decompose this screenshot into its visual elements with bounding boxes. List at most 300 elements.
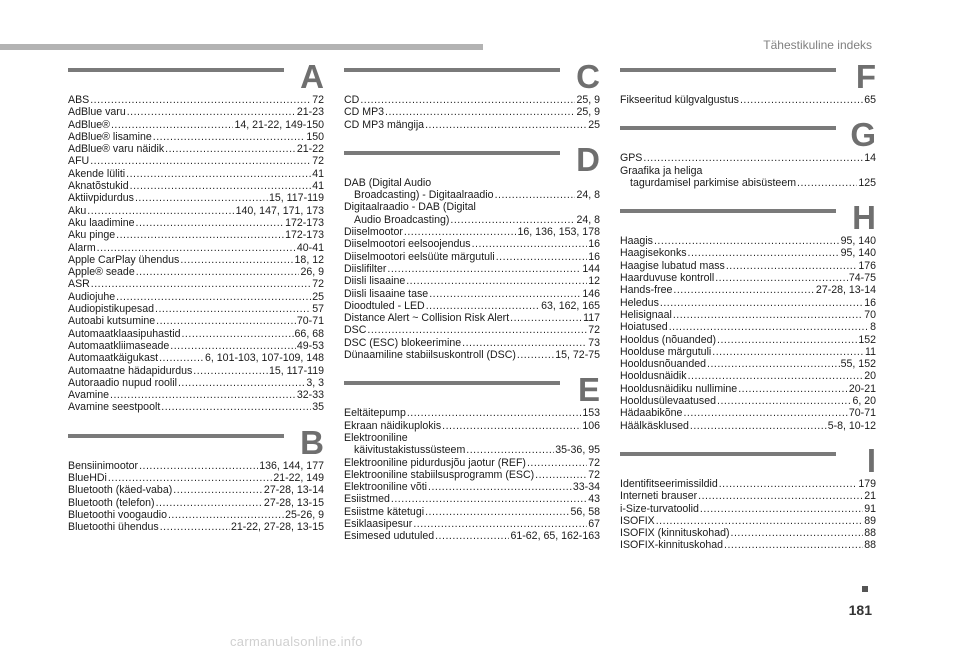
index-pages: 49-53 — [296, 339, 324, 352]
dot-leader — [135, 192, 268, 204]
watermark: carmanualsonline.info — [230, 634, 363, 649]
dot-leader — [466, 444, 554, 456]
dot-leader — [726, 260, 857, 272]
index-term: Elektrooniline stabiilsusprogramm (ESC) — [344, 468, 535, 481]
dot-leader — [700, 503, 863, 515]
index-term: Bluetoothi voogaudio — [68, 508, 167, 521]
index-pages: 21-22, 27-28, 13-15 — [230, 521, 324, 534]
dot-leader — [673, 309, 863, 321]
index-pages: 24, 8 — [576, 213, 600, 226]
dot-leader — [360, 94, 575, 106]
index-pages: 176 — [858, 259, 876, 272]
index-entry — [344, 493, 600, 505]
index-entry — [68, 509, 324, 521]
dot-leader — [126, 168, 311, 180]
index-entry — [620, 321, 876, 333]
index-pages: 153 — [582, 407, 600, 420]
index-term: DSC (ESC) blokeerimine — [344, 336, 462, 349]
index-entry — [68, 315, 324, 327]
index-term: Alarm — [68, 241, 96, 254]
dot-leader — [683, 407, 847, 419]
dot-leader — [407, 407, 581, 419]
dot-leader — [442, 420, 581, 432]
index-term: ABS — [68, 94, 90, 106]
dot-leader — [156, 315, 296, 327]
index-term: Hooldusnõuanded — [620, 358, 707, 371]
index-pages: 18, 12 — [294, 253, 324, 266]
index-term: CD MP3 mängija — [344, 118, 425, 131]
dot-leader — [111, 119, 234, 131]
section-header — [344, 58, 600, 95]
index-entry — [68, 328, 324, 340]
index-entry — [68, 278, 324, 290]
index-term: i-Size-turvatoolid — [620, 502, 699, 515]
index-entry — [68, 521, 324, 533]
index-pages: 15, 72-75 — [555, 349, 600, 362]
index-term: Heledus — [620, 296, 659, 309]
index-term: Hooldusnäidiku nullimine — [620, 382, 738, 395]
index-entry-line: Graafika ja heliga — [620, 164, 703, 177]
index-entry — [620, 503, 876, 515]
dot-leader — [654, 235, 840, 247]
section-rule — [68, 434, 284, 438]
index-entry — [344, 457, 600, 469]
index-term: Autoabi kutsumine — [68, 315, 156, 328]
section-rule — [68, 68, 284, 72]
index-term: Audiopistikupesad — [68, 303, 154, 316]
dot-leader — [413, 518, 587, 530]
index-entry — [620, 235, 876, 247]
index-entry — [620, 358, 876, 370]
dot-leader — [719, 478, 858, 490]
index-term: Automaatkäigukast — [68, 352, 159, 365]
index-pages: 72 — [312, 94, 324, 106]
index-pages: 55, 152 — [840, 358, 876, 371]
index-entry — [344, 263, 600, 275]
dot-leader — [688, 370, 864, 382]
index-term: Hoiatused — [620, 321, 668, 334]
dot-leader — [425, 506, 569, 518]
index-entry — [344, 444, 600, 456]
dot-leader — [472, 238, 588, 250]
index-term: Identifitseerimissildid — [620, 477, 718, 490]
index-term: Helisignaal — [620, 308, 672, 321]
dot-leader — [673, 284, 815, 296]
index-pages: 74-75 — [848, 272, 876, 285]
index-entry — [620, 297, 876, 309]
dot-leader — [159, 352, 204, 364]
index-pages: 15, 117-119 — [269, 364, 324, 377]
index-term: tagurdamisel parkimise abisüsteem — [630, 176, 797, 189]
index-pages: 70-71 — [296, 315, 324, 328]
index-pages: 88 — [864, 539, 876, 552]
index-term: Interneti brauser — [620, 490, 698, 503]
index-pages: 179 — [858, 477, 876, 490]
dot-leader — [740, 94, 863, 106]
index-term: ASR — [68, 278, 90, 291]
index-entry — [68, 303, 324, 315]
index-term: Esiistme kätetugi — [344, 505, 425, 518]
index-term: CD MP3 — [344, 106, 385, 119]
dot-leader — [168, 509, 284, 521]
index-entry — [68, 94, 324, 106]
index-entry — [68, 389, 324, 401]
index-term: DSC — [344, 324, 367, 337]
index-term: Diiselmootori eelsüüte märgutuli — [344, 250, 495, 263]
index-pages: 117 — [583, 312, 600, 325]
index-entry-line: DAB (Digital Audio — [344, 176, 432, 189]
index-entry — [68, 192, 324, 204]
dot-leader — [688, 247, 840, 259]
index-term: Elektrooniline võti — [344, 481, 428, 494]
index-pages: 95, 140 — [840, 235, 876, 248]
section-gap — [68, 414, 324, 430]
section-letter: I — [866, 441, 876, 479]
index-entry — [68, 143, 324, 155]
index-term: Hooldus (nõuanded) — [620, 333, 717, 346]
index-term: Diiselmootori eelsoojendus — [344, 238, 471, 251]
index-entry — [68, 460, 324, 472]
index-pages: 8 — [870, 321, 876, 334]
index-term: AdBlue® lisamine — [68, 130, 152, 143]
index-pages: 24, 8 — [576, 189, 600, 202]
index-entry — [68, 155, 324, 167]
index-entry — [620, 490, 876, 502]
index-pages: 16, 136, 153, 178 — [517, 226, 600, 239]
section-header — [620, 58, 876, 95]
index-entry — [620, 247, 876, 259]
index-entry — [344, 275, 600, 287]
index-entry — [620, 152, 876, 164]
index-pages: 136, 144, 177 — [259, 459, 324, 472]
index-pages: 27-28, 13-14 — [815, 284, 876, 297]
index-term: Häälkäsklused — [620, 419, 689, 432]
index-pages: 150 — [306, 130, 324, 143]
index-entry — [620, 407, 876, 419]
index-pages: 91 — [864, 502, 876, 515]
index-pages: 72 — [312, 278, 324, 291]
index-entry — [620, 177, 876, 189]
index-pages: 88 — [864, 527, 876, 540]
index-entry — [620, 370, 876, 382]
index-pages: 5-8, 10-12 — [827, 419, 876, 432]
dot-leader — [160, 521, 230, 533]
index-entry — [68, 266, 324, 278]
index-entry — [344, 337, 600, 349]
dot-leader — [367, 324, 587, 336]
index-entry — [620, 94, 876, 106]
index-term: Bensiinimootor — [68, 459, 139, 472]
dot-leader — [391, 493, 587, 505]
index-entry — [620, 309, 876, 321]
index-pages: 152 — [858, 333, 876, 346]
index-entry — [68, 229, 324, 241]
index-entry — [68, 119, 324, 131]
section-header — [68, 423, 324, 461]
index-term: AdBlue® — [68, 118, 110, 131]
index-term: AFU — [68, 155, 90, 168]
index-entry — [344, 420, 600, 432]
index-term: Apple® seade — [68, 266, 135, 279]
dot-leader — [116, 229, 284, 241]
dot-leader — [156, 497, 263, 509]
page-number: 181 — [848, 602, 872, 618]
dot-leader — [116, 291, 311, 303]
section-gap — [344, 131, 600, 147]
dot-leader — [155, 303, 311, 315]
index-entry — [620, 383, 876, 395]
index-pages: 21-22, 149 — [273, 472, 324, 485]
index-pages: 16 — [864, 296, 876, 309]
index-pages: 21-23 — [296, 106, 324, 119]
index-entry — [344, 481, 600, 493]
section-gap — [620, 106, 876, 122]
index-pages: 16 — [588, 250, 600, 263]
index-entry — [68, 254, 324, 266]
section-gap — [344, 361, 600, 377]
dot-leader — [510, 312, 582, 324]
dot-leader — [715, 272, 848, 284]
index-pages: 67 — [588, 518, 600, 531]
section-rule — [344, 68, 560, 72]
index-entry — [344, 324, 600, 336]
index-pages: 72 — [588, 468, 600, 481]
index-pages: 32-33 — [296, 389, 324, 402]
index-pages: 26, 9 — [300, 266, 324, 279]
index-pages: 27-28, 13-15 — [263, 496, 324, 509]
index-term: Ekraan näidikuplokis — [344, 419, 442, 432]
index-term: Hoolduse märgutuli — [620, 345, 712, 358]
index-term: Diisli lisaaine tase — [344, 287, 429, 300]
index-term: Haarduvuse kontroll — [620, 272, 715, 285]
dot-leader — [527, 457, 587, 469]
index-entry — [344, 349, 600, 361]
index-entry — [344, 407, 600, 419]
index-term: Haagis — [620, 235, 653, 248]
dot-leader — [428, 481, 572, 493]
dot-leader — [90, 155, 311, 167]
index-entry — [68, 484, 324, 496]
dot-leader — [517, 349, 554, 361]
index-term: Apple CarPlay ühendus — [68, 253, 180, 266]
index-pages: 172-173 — [285, 216, 324, 229]
index-pages: 140, 147, 171, 173 — [235, 204, 324, 217]
dot-leader — [724, 539, 863, 551]
dot-leader — [173, 484, 263, 496]
section-letter: H — [852, 199, 876, 237]
dot-leader — [193, 365, 268, 377]
section-header — [68, 58, 324, 95]
index-entry — [620, 260, 876, 272]
index-pages: 3, 3 — [306, 376, 324, 389]
section-letter: E — [577, 371, 600, 409]
index-term: AdBlue® varu näidik — [68, 143, 165, 156]
index-entry — [68, 340, 324, 352]
section-rule — [620, 209, 836, 213]
index-term: Bluetooth (telefon) — [68, 496, 155, 509]
dot-leader — [404, 226, 517, 238]
end-marker-square — [862, 586, 868, 592]
dot-leader — [426, 300, 540, 312]
index-entry — [344, 312, 600, 324]
index-entry — [620, 539, 876, 551]
index-pages: 63, 162, 165 — [541, 299, 600, 312]
index-term: Haagisekonks — [620, 247, 687, 260]
dot-leader — [643, 152, 863, 164]
section-header — [620, 441, 876, 479]
index-pages: 25 — [312, 290, 324, 303]
index-pages: 106 — [582, 419, 600, 432]
dot-leader — [660, 297, 863, 309]
dot-leader — [717, 334, 857, 346]
index-pages: 14, 21-22, 149-150 — [234, 118, 324, 131]
index-entry — [68, 291, 324, 303]
index-pages: 14 — [864, 152, 876, 165]
index-pages: 33-34 — [572, 481, 600, 494]
index-entry — [344, 106, 600, 118]
index-entry — [620, 284, 876, 296]
index-pages: 89 — [864, 514, 876, 527]
dot-leader — [136, 217, 285, 229]
index-term: ISOFIX-kinnituskohad — [620, 539, 724, 552]
index-column-1 — [68, 58, 324, 534]
index-entry — [344, 251, 600, 263]
index-term: Broadcasting) - Digitaalraadio — [354, 189, 494, 202]
dot-leader — [496, 251, 587, 263]
index-term: Aku — [68, 204, 87, 217]
section-header — [620, 199, 876, 237]
index-pages: 43 — [588, 493, 600, 506]
index-entry-line: Digitaalraadio - DAB (Digital — [344, 201, 476, 214]
index-column-3 — [620, 58, 876, 552]
index-term: Bluetooth (käed-vaba) — [68, 484, 173, 497]
index-term: Dünaamiline stabiilsuskontroll (DSC) — [344, 349, 516, 362]
index-pages: 65 — [864, 94, 876, 106]
index-term: Bluetoothi ühendus — [68, 521, 159, 534]
dot-leader — [165, 143, 296, 155]
index-pages: 25 — [588, 118, 600, 131]
index-term: Diiselmootor — [344, 226, 403, 239]
index-pages: 6, 101-103, 107-109, 148 — [205, 352, 324, 365]
section-rule — [344, 151, 560, 155]
index-term: Diisli lisaaine — [344, 275, 406, 288]
dot-leader — [136, 266, 300, 278]
dot-leader — [161, 401, 311, 413]
index-pages: 25, 9 — [576, 94, 600, 106]
index-pages: 70 — [864, 308, 876, 321]
index-pages: 72 — [588, 324, 600, 337]
dot-leader — [387, 263, 581, 275]
page-header-title: Tähestikuline indeks — [763, 38, 872, 52]
dot-leader — [181, 328, 293, 340]
dot-leader — [425, 119, 587, 131]
index-pages: 21-22 — [296, 143, 324, 156]
index-entry — [620, 346, 876, 358]
dot-leader — [731, 527, 864, 539]
index-entry — [344, 469, 600, 481]
index-pages: 57 — [312, 303, 324, 316]
index-pages: 12 — [588, 275, 600, 288]
index-pages: 25-26, 9 — [285, 508, 324, 521]
index-entry — [344, 518, 600, 530]
index-pages: 125 — [858, 176, 876, 189]
index-entry — [68, 377, 324, 389]
index-entry — [620, 334, 876, 346]
section-letter: D — [576, 140, 600, 178]
index-entry — [620, 478, 876, 490]
dot-leader — [717, 395, 851, 407]
index-pages: 61-62, 65, 162-163 — [510, 530, 600, 543]
index-pages: 66, 68 — [294, 327, 324, 340]
index-term: Audio Broadcasting) — [354, 213, 450, 226]
dot-leader — [435, 530, 509, 542]
dot-leader — [153, 131, 306, 143]
index-entry — [344, 189, 600, 201]
section-letter: G — [850, 116, 876, 154]
index-column-2 — [344, 58, 600, 543]
index-term: Automaatne hädapidurdus — [68, 364, 193, 377]
index-pages: 56, 58 — [570, 505, 600, 518]
index-entry — [344, 119, 600, 131]
section-gap — [620, 432, 876, 448]
index-term: CD — [344, 94, 360, 106]
index-entry — [344, 530, 600, 542]
index-pages: 41 — [312, 167, 324, 180]
dot-leader — [139, 460, 258, 472]
section-rule — [620, 126, 836, 130]
index-term: Esiklaasipesur — [344, 518, 413, 531]
index-term: Aktiivpidurdus — [68, 192, 134, 205]
index-pages: 95, 140 — [840, 247, 876, 260]
section-gap — [620, 189, 876, 205]
section-rule — [620, 452, 836, 456]
index-term: BlueHDi — [68, 472, 107, 485]
index-pages: 35-36, 95 — [555, 444, 600, 457]
index-entry — [68, 180, 324, 192]
index-pages: 146 — [582, 287, 600, 300]
index-term: Akende lüliti — [68, 167, 126, 180]
index-term: Distance Alert ~ Collision Risk Alert — [344, 312, 510, 325]
section-letter: F — [855, 58, 876, 95]
index-pages: 72 — [588, 456, 600, 469]
index-entry — [344, 226, 600, 238]
index-pages: 144 — [582, 262, 600, 275]
index-entry — [68, 242, 324, 254]
top-rule — [0, 44, 483, 50]
index-term: Hands-free — [620, 284, 673, 297]
dot-leader — [535, 469, 587, 481]
dot-leader — [90, 94, 311, 106]
dot-leader — [429, 288, 581, 300]
dot-leader — [385, 106, 575, 118]
index-term: ISOFIX — [620, 514, 655, 527]
section-header — [344, 140, 600, 178]
index-entry — [68, 401, 324, 413]
index-term: Elektrooniline pidurdusjõu jaotur (REF) — [344, 456, 526, 469]
index-pages: 72 — [312, 155, 324, 168]
index-term: Fikseeritud külgvalgustus — [620, 94, 739, 106]
index-term: ISOFIX (kinnituskohad) — [620, 527, 730, 540]
dot-leader — [110, 389, 296, 401]
dot-leader — [450, 214, 575, 226]
index-entry — [344, 214, 600, 226]
dot-leader — [108, 472, 272, 484]
index-entry — [620, 395, 876, 407]
dot-leader — [797, 177, 857, 189]
index-entry — [620, 527, 876, 539]
index-pages: 11 — [865, 345, 876, 358]
index-entry — [344, 94, 600, 106]
